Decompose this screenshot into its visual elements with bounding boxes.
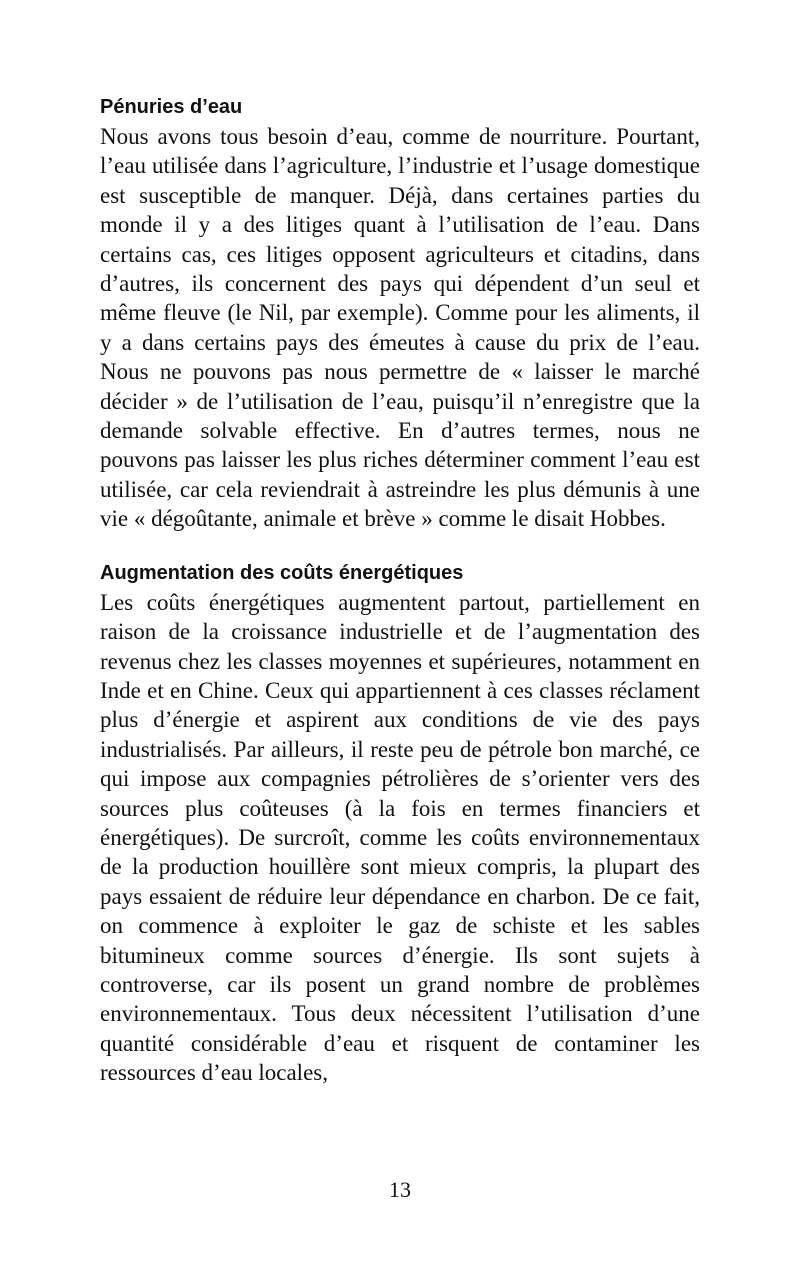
page-content <box>100 92 700 1088</box>
page-number: 13 <box>389 1177 411 1202</box>
section-paragraph: Les coûts énergétiques augmentent partout, partiellement en raison de la croissance industrielle et de l’augmentation des revenus chez les classes moyennes et supérieures, notamment en Inde et en Chine. Ceux qui appartiennent à ces classes réclament plus d’énergie et aspirent aux conditions de vie des pays industrialisés. Par ailleurs, il reste peu de pétrole bon marché, ce qui impose aux compagnies pétrolières de s’orienter vers des sources plus coûteuses (à la fois en termes financiers et énergétiques). De surcroît, comme les coûts environnementaux de la production houillère sont mieux compris, la plupart des pays essaient de réduire leur dépendance en charbon. De ce fait, on commence à exploiter le gaz de schiste et les sables bitumineux comme sources d’énergie. Ils sont sujets à controverse, car ils posent un grand nombre de problèmes environnementaux. Tous deux nécessitent l’utilisation d’une quantité considérable d’eau et risquent de contaminer les ressources d’eau locales, <box>100 589 700 1086</box>
section-heading: Pénuries d’eau <box>100 96 243 118</box>
section-heading: Augmentation des coûts énergétiques <box>100 561 464 584</box>
section-energy-costs <box>100 558 700 1088</box>
section-paragraph: Nous avons tous besoin d’eau, comme de nourriture. Pourtant, l’eau utilisée dans l’agriculture, l’industrie et l’usage domestique est susceptible de manquer. Déjà, dans certaines parties du monde il y a des litiges quant à l’utilisation de l’eau. Dans certains cas, ces litiges opposent agriculteurs et citadins, dans d’autres, ils concernent des pays qui dépendent d’un seul et même fleuve (le Nil, par exemple). Comme pour les aliments, il y a dans certains pays des émeutes à cause du prix de l’eau. Nous ne pouvons pas nous permettre de « laisser le marché décider » de l’utilisation de l’eau, puisqu’il n’enregistre que la demande solvable effective. En d’autres termes, nous ne pouvons pas laisser les plus riches déterminer comment l’eau est utilisée, car cela reviendrait à astreindre les plus démunis à une vie « dégoûtante, animale et brève » comme le disait Hobbes. <box>100 124 700 532</box>
section-water-shortages <box>100 92 700 534</box>
